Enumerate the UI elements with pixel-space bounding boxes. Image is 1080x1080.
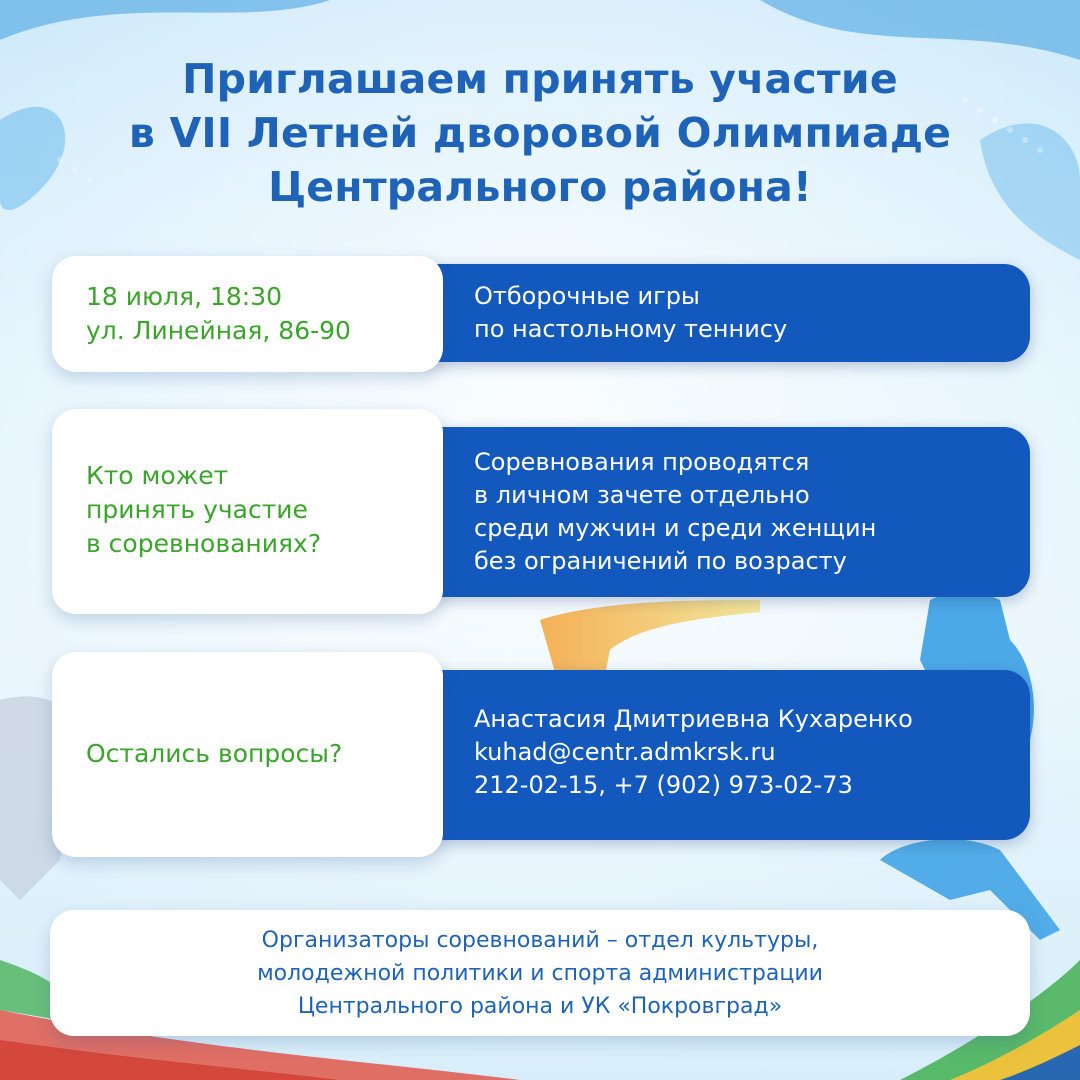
- event-description-line-2: по настольному теннису: [474, 315, 788, 343]
- rules-line-3: среди мужчин и среди женщин: [474, 514, 877, 542]
- event-description-line-1: Отборочные игры: [474, 282, 700, 310]
- questions-label: Остались вопросы?: [86, 739, 343, 768]
- rules-line-1: Соревнования проводятся: [474, 448, 810, 476]
- organizers-line-1: Организаторы соревнований – отдел культуры,: [261, 927, 819, 953]
- title-line-3: Центрального района!: [268, 163, 812, 211]
- organizers-line-2: молодежной политики и спорта администрации: [257, 960, 823, 986]
- contact-panel: [400, 670, 1030, 840]
- title-line-2: в VII Летней дворовой Олимпиаде: [128, 109, 952, 157]
- rules-line-2: в личном зачете отдельно: [474, 481, 810, 509]
- question-line-3: в соревнованиях?: [86, 529, 322, 558]
- participation-rules-panel: [400, 427, 1030, 597]
- title-line-1: Приглашаем принять участие: [182, 55, 898, 103]
- event-description-panel: [400, 264, 1030, 362]
- page-title: [0, 52, 1080, 214]
- question-line-1: Кто может: [86, 461, 229, 490]
- event-datetime-card: [52, 256, 443, 372]
- event-date: 18 июля, 18:30: [86, 282, 283, 311]
- question-line-2: принять участие: [86, 495, 308, 524]
- who-can-participate-card: [52, 409, 443, 614]
- questions-card: [52, 652, 443, 857]
- organizers-line-3: Центрального района и УК «Покровград»: [297, 993, 783, 1019]
- contact-phones[interactable]: 212-02-15, +7 (902) 973-02-73: [474, 771, 853, 799]
- contact-name: Анастасия Дмитриевна Кухаренко: [474, 705, 913, 733]
- event-address: ул. Линейная, 86-90: [86, 316, 351, 345]
- rules-line-4: без ограничений по возрасту: [474, 547, 847, 575]
- contact-email-link[interactable]: kuhad@centr.admkrsk.ru: [474, 738, 776, 766]
- organizers-footer: [50, 910, 1030, 1036]
